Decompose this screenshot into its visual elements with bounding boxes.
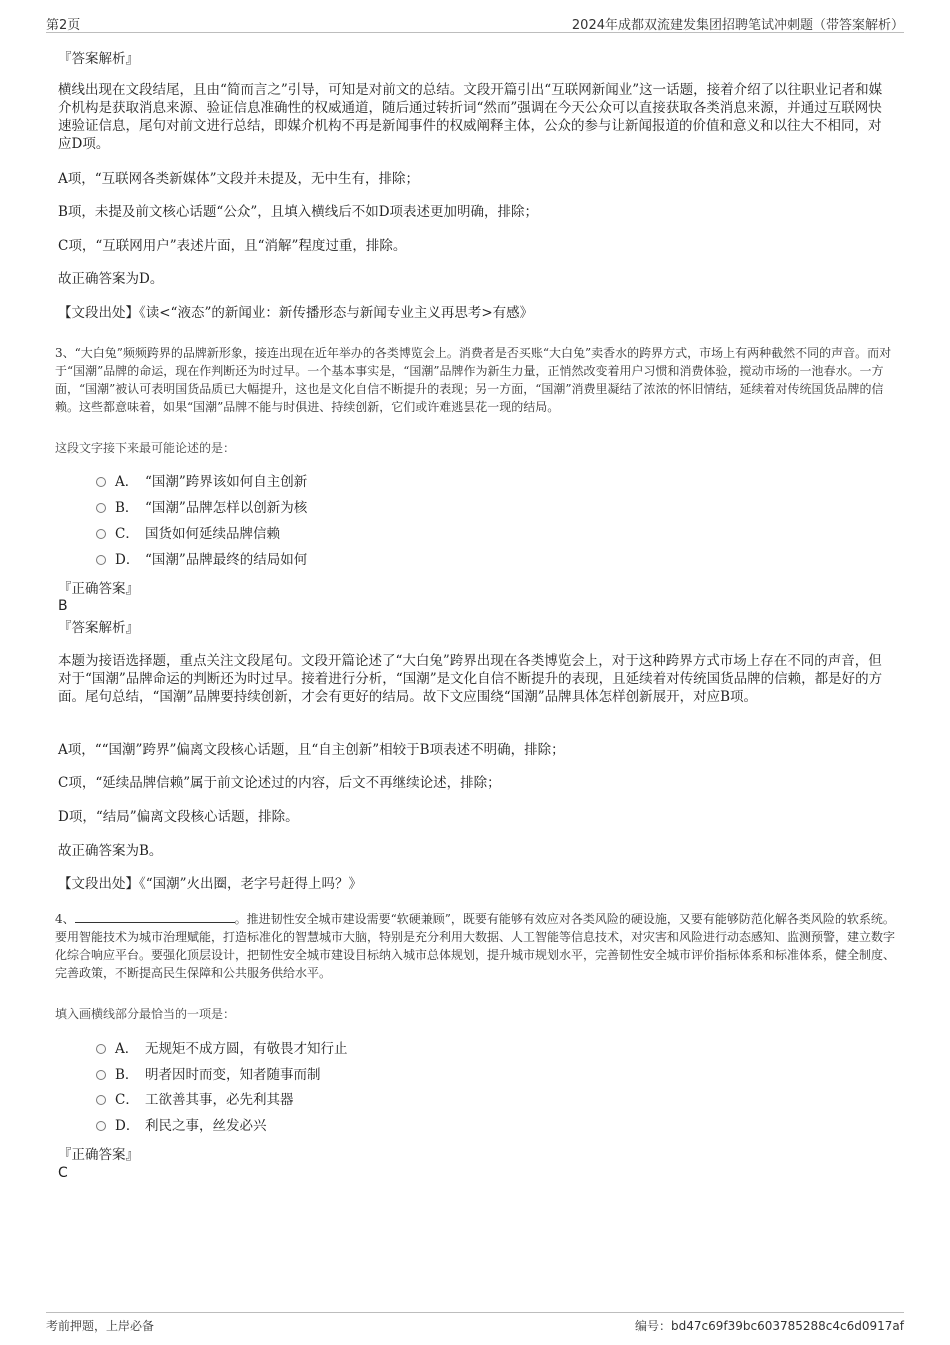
radio-button[interactable]	[96, 1121, 106, 1131]
radio-button[interactable]	[96, 1095, 106, 1105]
option-letter: C．	[115, 526, 139, 542]
q3-option-a[interactable]	[96, 473, 307, 491]
option-text: 利民之事，丝发必兴	[145, 1118, 267, 1134]
q3-option-d[interactable]	[96, 551, 307, 569]
option-text: 明者因时而变，知者随事而制	[145, 1067, 321, 1083]
q2-analysis-a: A项，“互联网各类新媒体”文段并未提及，无中生有，排除；	[58, 171, 420, 187]
q4-stem-text: 。推进韧性安全城市建设需要“软硬兼顾”，既要有能够有效应对各类风险的硬设施，又要有能够防范化解各类风险的软系统。要用智能技术为城市治理赋能，打造标准化的智慧城市大脑，特别是充分利用大数据、人工智能等信息技术，对灾害和风险进行动态感知、监测预警，建立数字化综合响应平台。要强化顶层设计，把韧性安全城市建设目标纳入城市总体规划，提升城市规划水平，完善韧性安全城市评价指标体系和标准体系，健全制度、完善政策，不断提高民生保障和公共服务供给水平。	[55, 912, 896, 980]
option-letter: C．	[115, 1092, 139, 1108]
q4-answer-label: 『正确答案』	[58, 1147, 139, 1163]
option-text: 工欲善其事，必先利其器	[145, 1092, 294, 1108]
option-letter: D．	[115, 1118, 140, 1134]
q4-prompt: 填入画横线部分最恰当的一项是：	[55, 1007, 236, 1021]
q2-conclusion: 故正确答案为D。	[58, 271, 164, 287]
q3-option-c[interactable]	[96, 525, 280, 543]
q3-prompt: 这段文字接下来最可能论述的是：	[55, 441, 236, 455]
q3-option-b[interactable]	[96, 499, 307, 517]
q3-analysis-d: D项，“结局”偏离文段核心话题，排除。	[58, 809, 299, 825]
q3-answer: B	[58, 598, 68, 614]
document-title: 2024年成都双流建发集团招聘笔试冲刺题（带答案解析）	[571, 18, 904, 33]
option-text: “国潮”品牌最终的结局如何	[145, 552, 308, 568]
option-text: 无规矩不成方圆，有敬畏才知行止	[145, 1041, 348, 1057]
q4-option-b[interactable]	[96, 1066, 321, 1084]
q2-source: 【文段出处】《读<“液态”的新闻业：新传播形态与新闻专业主义再思考>有感》	[58, 305, 534, 321]
page-number: 第2页	[46, 18, 81, 33]
q3-source: 【文段出处】《“国潮”火出圈，老字号赶得上吗？》	[58, 876, 363, 892]
radio-button[interactable]	[96, 529, 106, 539]
radio-button[interactable]	[96, 1070, 106, 1080]
option-text: “国潮”品牌怎样以创新为核	[145, 500, 308, 516]
option-letter: A．	[115, 474, 139, 490]
q3-analysis-label: 『答案解析』	[58, 620, 139, 636]
radio-button[interactable]	[96, 503, 106, 513]
q4-option-a[interactable]	[96, 1040, 348, 1058]
option-text: “国潮”跨界该如何自主创新	[145, 474, 308, 490]
q4-answer: C	[58, 1165, 68, 1181]
q3-analysis-c: C项，“延续品牌信赖”属于前文论述过的内容，后文不再继续论述，排除；	[58, 775, 501, 791]
q4-stem	[55, 910, 895, 982]
option-letter: B．	[115, 1067, 139, 1083]
q4-option-d[interactable]	[96, 1117, 267, 1135]
q2-analysis-label: 『答案解析』	[58, 51, 139, 67]
option-letter: D．	[115, 552, 140, 568]
q2-analysis-b: B项，未提及前文核心话题“公众”，且填入横线后不如D项表述更加明确，排除；	[58, 204, 539, 220]
page-footer	[46, 1312, 904, 1337]
option-letter: B．	[115, 500, 139, 516]
page-header	[46, 12, 904, 33]
option-text: 国货如何延续品牌信赖	[145, 526, 280, 542]
document-id: 编号：bd47c69f39bc603785288c4c6d0917af	[635, 1319, 904, 1333]
fill-in-blank	[75, 910, 235, 923]
q2-analysis-text: 横线出现在文段结尾，且由“简而言之”引导，可知是对前文的总结。文段开篇引出“互联网新闻业”这一话题，接着介绍了以往职业记者和媒介机构是获取消息来源、验证信息准确性的权威通道，随后通过转折词“然而”强调在今天公众可以直接获取各类消息来源，并通过互联网快速验证信息，尾句对前文进行总结，即媒介机构不再是新闻事件的权威阐释主体，公众的参与让新闻报道的价值和意义和以往大不相同，对应D项。	[58, 82, 883, 152]
radio-button[interactable]	[96, 1044, 106, 1054]
option-letter: A．	[115, 1041, 139, 1057]
q2-analysis-c: C项，“互联网用户”表述片面，且“消解”程度过重，排除。	[58, 238, 407, 254]
radio-button[interactable]	[96, 477, 106, 487]
q3-analysis-text: 本题为接语选择题，重点关注文段尾句。文段开篇论述了“大白兔”跨界出现在各类博览会上，对于这种跨界方式市场上存在不同的声音，但对于“国潮”品牌命运的判断还为时过早。接着进行分析，“国潮”是文化自信不断提升的表现，且延续着对传统国货品牌的信赖，都是好的方面。尾句总结，“国潮”品牌要持续创新，才会有更好的结局。故下文应围绕“国潮”品牌具体怎样创新展开，对应B项。	[58, 653, 883, 705]
q3-analysis-a: A项，““国潮”跨界”偏离文段核心话题，且“自主创新”相较于B项表述不明确，排除；	[58, 742, 565, 758]
q3-answer-label: 『正确答案』	[58, 581, 139, 597]
question-number: 4、	[55, 912, 75, 926]
q3-stem: 3、“大白兔”频频跨界的品牌新形象，接连出现在近年举办的各类博览会上。消费者是否买账“大白兔”卖香水的跨界方式，市场上有两种截然不同的声音。而对于“国潮”品牌的命运，现在作判断还为时过早。一个基本事实是，“国潮”品牌作为新生力量，正悄然改变着用户习惯和消费体验，搅动市场的一池春水。一方面，“国潮”被认可表明国货品质已大幅提升，这也是文化自信不断提升的表现；另一方面，“国潮”消费里凝结了浓浓的怀旧情结，延续着对传统国货品牌的信赖。这些都意味着，如果“国潮”品牌不能与时俱进、持续创新，它们或许难逃昙花一现的结局。	[55, 346, 892, 414]
q4-option-c[interactable]	[96, 1091, 294, 1109]
footer-slogan: 考前押题，上岸必备	[46, 1319, 155, 1333]
radio-button[interactable]	[96, 555, 106, 565]
q3-conclusion: 故正确答案为B。	[58, 843, 163, 859]
